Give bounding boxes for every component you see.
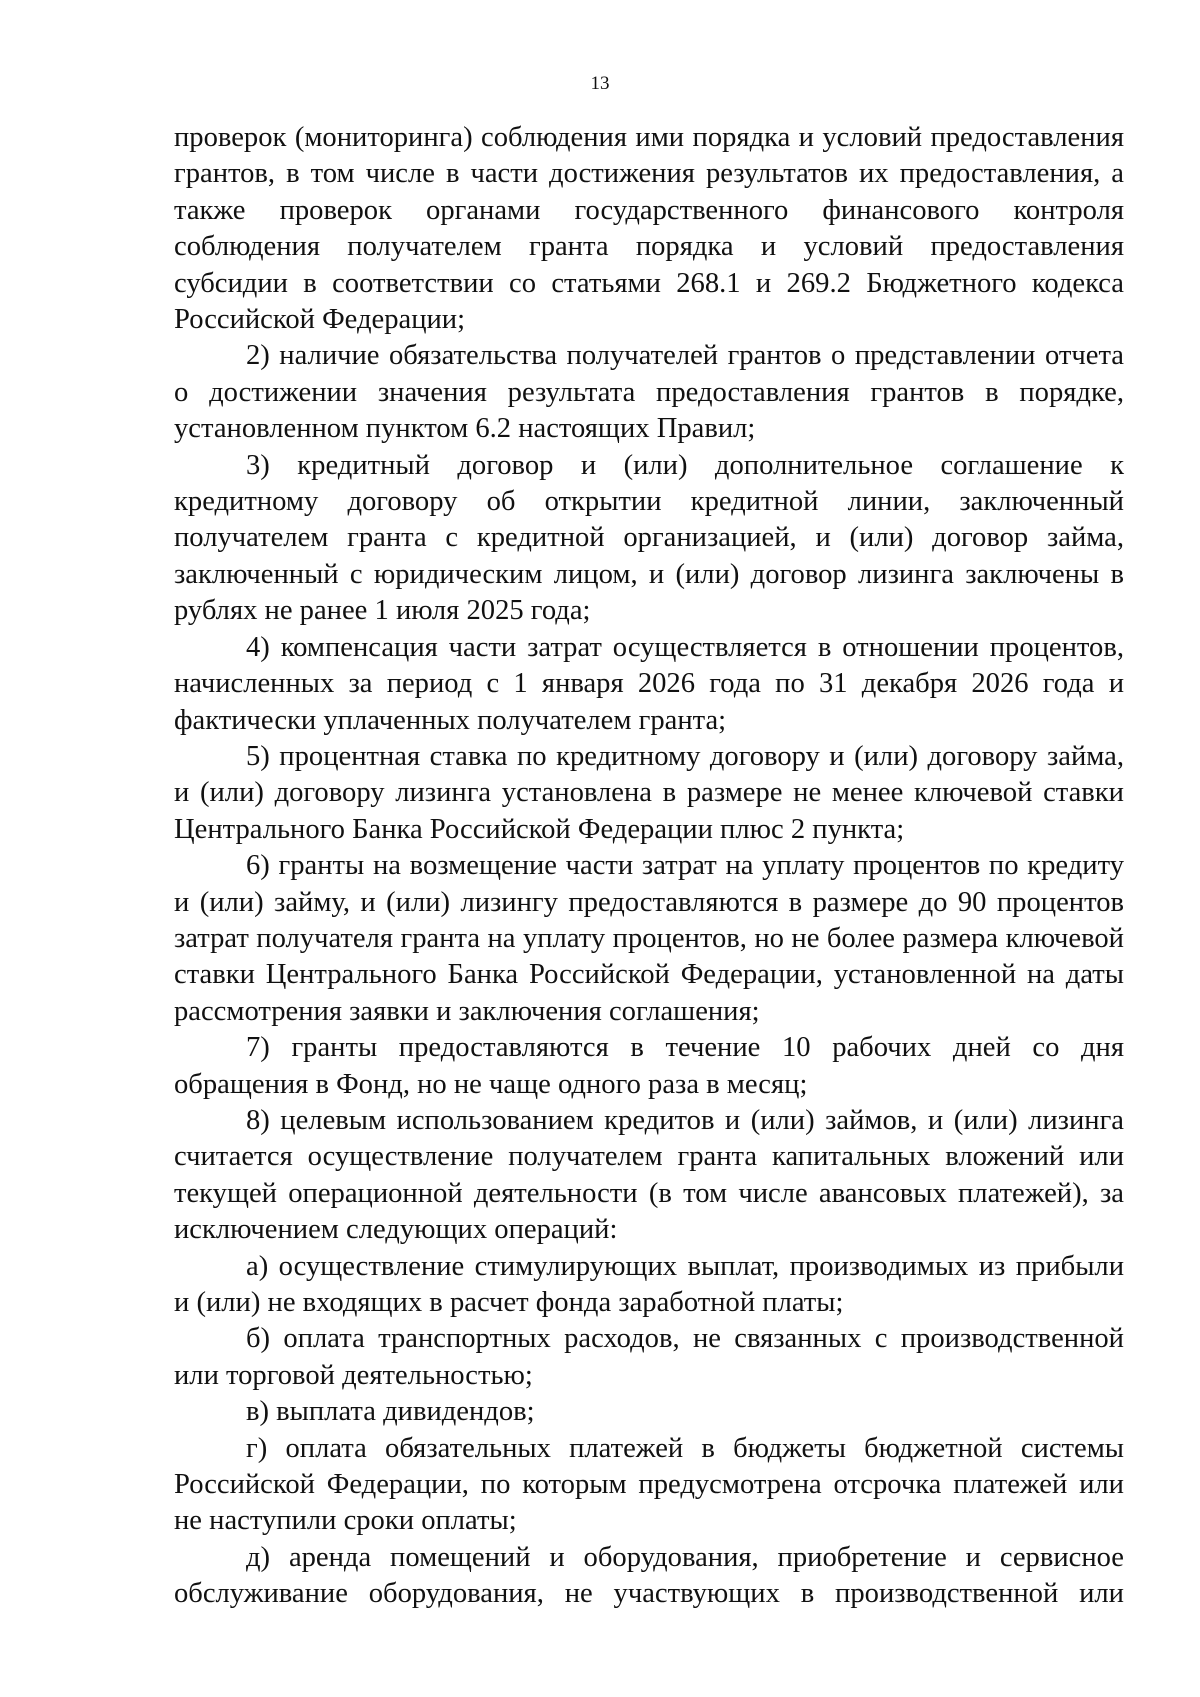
- paragraph-item-2: 2) наличие обязательства получателей грантов о представлении отчета о достижении значения результата предоставления грантов в порядке, установленном пунктом 6.2 настоящих Правил;: [174, 340, 1124, 445]
- page-number: 13: [590, 73, 610, 94]
- paragraph-item-6: 6) гранты на возмещение части затрат на уплату процентов по кредиту и (или) займу, и (или) лизингу предоставляются в размере до 90 процентов затрат получателя гранта на уплату процентов, но не более размера ключевой ставки Центрального Банка Российской Федерации, установленной на даты рассмотрения заявки и заключения соглашения;: [174, 850, 1124, 1027]
- document-body: [174, 120, 1124, 1613]
- paragraph-item-8: 8) целевым использованием кредитов и (или) займов, и (или) лизинга считается осуществление получателем гранта капитальных вложений или текущей операционной деятельности (в том числе авансовых платежей), за исключением следующих операций:: [174, 1104, 1124, 1246]
- subitem-a: а) осуществление стимулирующих выплат, производимых из прибыли и (или) не входящих в расчет фонда заработной платы;: [174, 1250, 1124, 1318]
- paragraph-item-5: 5) процентная ставка по кредитному договору и (или) договору займа, и (или) договору лизинга установлена в размере не менее ключевой ставки Центрального Банка Российской Федерации плюс 2 пункта;: [174, 740, 1124, 845]
- subitem-v: в) выплата дивидендов;: [246, 1396, 535, 1428]
- paragraph-item-7: 7) гранты предоставляются в течение 10 рабочих дней со дня обращения в Фонд, но не чаще одного раза в месяц;: [174, 1032, 1124, 1100]
- paragraph-item-4: 4) компенсация части затрат осуществляется в отношении процентов, начисленных за период с 1 января 2026 года по 31 декабря 2026 года и фактически уплаченных получателем гранта;: [174, 631, 1124, 736]
- subitem-b: б) оплата транспортных расходов, не связанных с производственной или торговой деятельностью;: [174, 1323, 1124, 1391]
- subitem-g: г) оплата обязательных платежей в бюджеты бюджетной системы Российской Федерации, по которым предусмотрена отсрочка платежей или не наступили сроки оплаты;: [174, 1432, 1124, 1537]
- paragraph-1-continuation: проверок (мониторинга) соблюдения ими порядка и условий предоставления грантов, в том числе в части достижения результатов их предоставления, а также проверок органами государственного финансового контроля соблюдения получателем гранта порядка и условий предоставления субсидии в соответствии со статьями 268.1 и 269.2 Бюджетного кодекса Российской Федерации;: [174, 122, 1124, 336]
- paragraph-item-3: 3) кредитный договор и (или) дополнительное соглашение к кредитному договору об открытии кредитной линии, заключенный получателем гранта с кредитной организацией, и (или) договор займа, заключенный с юридическим лицом, и (или) договор лизинга заключены в рублях не ранее 1 июля 2025 года;: [174, 449, 1124, 627]
- subitem-d: д) аренда помещений и оборудования, приобретение и сервисное обслуживание оборудования, не участвующих в производственной или: [174, 1541, 1124, 1610]
